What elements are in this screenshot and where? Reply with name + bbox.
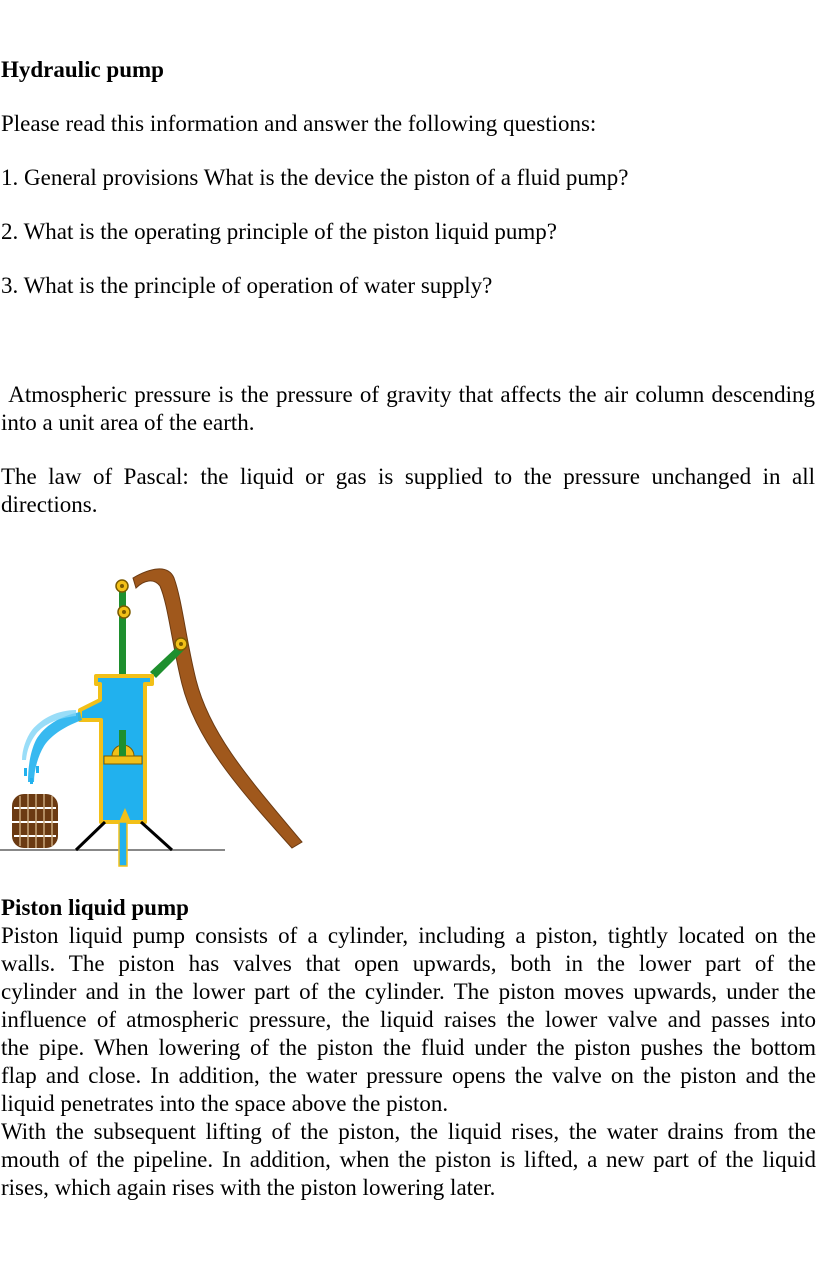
body-line: rises, which again rises with the piston lowering later. xyxy=(1,1175,496,1200)
piston-pump-illustration xyxy=(0,560,310,870)
question-2: 2. What is the operating principle of the piston liquid pump? xyxy=(1,219,557,244)
section-body xyxy=(1,922,816,1202)
section-title: Piston liquid pump xyxy=(1,895,189,920)
body-line: liquid penetrates into the space above the piston. xyxy=(1,1091,449,1116)
body-line: flap and close. In addition, the water pressure opens the valve on the piston and the xyxy=(1,1063,816,1088)
body-line: mouth of the pipeline. In addition, when the piston is lifted, a new part of the liquid xyxy=(1,1147,816,1172)
body-line: influence of atmospheric pressure, the liquid raises the lower valve and passes into xyxy=(1,1007,816,1032)
pump-leg-right xyxy=(141,822,172,850)
intake-pipe xyxy=(119,822,127,866)
body-line: With the subsequent lifting of the piston, the liquid rises, the water drains from the xyxy=(1,1119,816,1144)
pascal-law-definition: The law of Pascal: the liquid or gas is supplied to the pressure unchanged in all directions. xyxy=(1,464,815,517)
atmospheric-pressure-definition: Atmospheric pressure is the pressure of gravity that affects the air column descending into a unit area of the earth. xyxy=(1,382,816,435)
body-line: the pipe. When lowering of the piston the fluid under the piston pushes the bottom xyxy=(1,1035,816,1060)
question-3: 3. What is the principle of operation of water supply? xyxy=(1,273,493,298)
question-1: 1. General provisions What is the device the piston of a fluid pump? xyxy=(1,165,629,190)
body-line: walls. The piston has valves that open upwards, both in the lower part of the xyxy=(1,951,816,976)
body-line: Piston liquid pump consists of a cylinder, including a piston, tightly located on the xyxy=(1,923,816,948)
pump-leg-left xyxy=(76,822,105,850)
body-line: cylinder and in the lower part of the cylinder. The piston moves upwards, under the xyxy=(1,979,816,1004)
pump-handle xyxy=(133,569,302,848)
piston xyxy=(104,756,142,764)
intro-text: Please read this information and answer the following questions: xyxy=(1,111,597,136)
page-title: Hydraulic pump xyxy=(1,57,164,82)
